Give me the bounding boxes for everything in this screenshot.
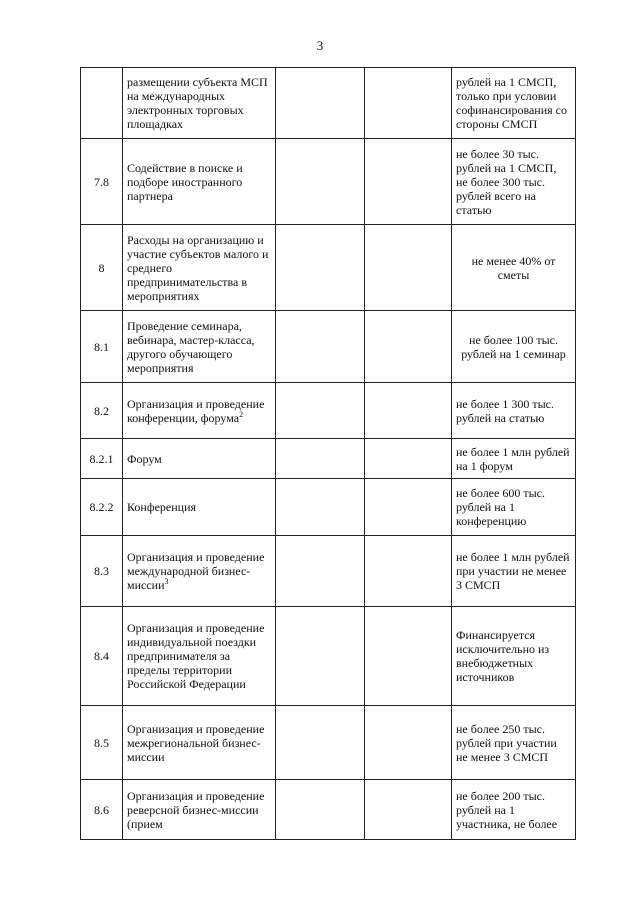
item-name-text: Организация и проведение конференции, форума (127, 396, 265, 425)
item-name: Организация и проведение реверсной бизнес-миссии (прием (123, 780, 276, 840)
row-number: 8.2.1 (81, 439, 123, 479)
table-row (81, 225, 576, 311)
item-name: Содействие в поиске и подборе иностранного партнера (123, 139, 276, 225)
table-cell (365, 439, 452, 479)
funding-condition: рублей на 1 СМСП, только при условии софинансирования со стороны СМСП (452, 68, 576, 139)
item-name: Форум (123, 439, 276, 479)
table-cell (365, 479, 452, 536)
funding-condition: не более 1 300 тыс. рублей на статью (452, 383, 576, 439)
table-cell (276, 607, 365, 706)
table-cell (365, 383, 452, 439)
item-name: Проведение семинара, вебинара, мастер-класса, другого обучающего мероприятия (123, 311, 276, 383)
table-cell (276, 383, 365, 439)
funding-condition: не менее 40% от сметы (452, 225, 576, 311)
funding-condition: не более 30 тыс. рублей на 1 СМСП, не более 300 тыс. рублей всего на статью (452, 139, 576, 225)
table-row (81, 439, 576, 479)
table-cell (365, 706, 452, 780)
footnote-mark: 3 (164, 577, 169, 586)
item-name-text: Организация и проведение международной бизнес-миссии (127, 550, 265, 592)
table-row (81, 780, 576, 840)
row-number: 8 (81, 225, 123, 311)
table-cell (365, 311, 452, 383)
table-cell (276, 479, 365, 536)
item-name: размещении субъекта МСП на международных электронных торговых площадках (123, 68, 276, 139)
table-cell (276, 780, 365, 840)
item-name: Организация и проведение индивидуальной поездки предпринимателя за пределы территории Российской Федерации (123, 607, 276, 706)
funding-condition: не более 600 тыс. рублей на 1 конференцию (452, 479, 576, 536)
table-cell (365, 536, 452, 607)
item-name: Расходы на организацию и участие субъектов малого и среднего предпринимательства в мероприятиях (123, 225, 276, 311)
table-cell (276, 439, 365, 479)
table-row (81, 139, 576, 225)
item-name (123, 536, 276, 607)
item-name (123, 383, 276, 439)
table-row (81, 607, 576, 706)
funding-condition: не более 100 тыс. рублей на 1 семинар (452, 311, 576, 383)
table-row (81, 706, 576, 780)
table-row (81, 479, 576, 536)
table-row (81, 311, 576, 383)
footnote-mark: 2 (239, 409, 244, 419)
table-cell (276, 68, 365, 139)
funding-condition: не более 200 тыс. рублей на 1 участника, не более (452, 780, 576, 840)
funding-condition: не более 1 млн рублей при участии не менее 3 СМСП (452, 536, 576, 607)
table-cell (276, 706, 365, 780)
table-cell (276, 225, 365, 311)
row-number: 8.3 (81, 536, 123, 607)
row-number (81, 68, 123, 139)
table-row (81, 536, 576, 607)
table-cell (276, 311, 365, 383)
table-row (81, 383, 576, 439)
table-cell (276, 139, 365, 225)
table-cell (365, 68, 452, 139)
row-number: 7.8 (81, 139, 123, 225)
row-number: 8.2 (81, 383, 123, 439)
row-number: 8.2.2 (81, 479, 123, 536)
table-cell (365, 780, 452, 840)
row-number: 8.5 (81, 706, 123, 780)
table-cell (365, 225, 452, 311)
row-number: 8.4 (81, 607, 123, 706)
table-cell (365, 139, 452, 225)
page-number: 3 (316, 38, 324, 53)
item-name: Организация и проведение межрегиональной бизнес-миссии (123, 706, 276, 780)
row-number: 8.1 (81, 311, 123, 383)
funding-condition: не более 1 млн рублей на 1 форум (452, 439, 576, 479)
funding-condition: Финансируется исключительно из внебюджетных источников (452, 607, 576, 706)
row-number: 8.6 (81, 780, 123, 840)
item-name: Конференция (123, 479, 276, 536)
table-cell (365, 607, 452, 706)
table-row (81, 68, 576, 139)
budget-table (80, 67, 576, 840)
table-cell (276, 536, 365, 607)
funding-condition: не более 250 тыс. рублей при участии не менее 3 СМСП (452, 706, 576, 780)
